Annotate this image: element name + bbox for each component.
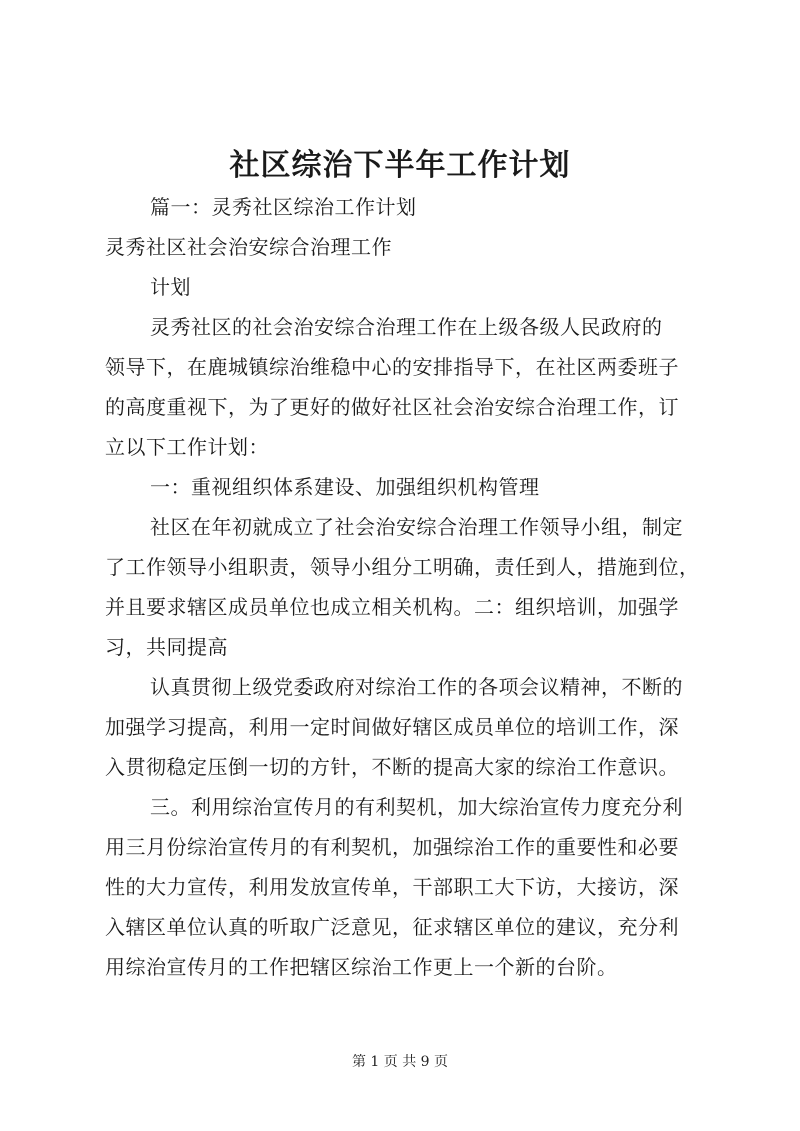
paragraph-line: 认真贯彻上级党委政府对综治工作的各项会议精神，不断的 bbox=[150, 675, 683, 699]
paragraph-line: 用综治宣传月的工作把辖区综治工作更上一个新的台阶。 bbox=[105, 955, 618, 979]
section-heading: 一：重视组织体系建设、加强组织机构管理 bbox=[150, 475, 540, 499]
paragraph-line: 计划 bbox=[150, 275, 191, 299]
paragraph-line: 用三月份综治宣传月的有利契机，加强综治工作的重要性和必要 bbox=[105, 835, 679, 859]
paragraph-line: 灵秀社区社会治安综合治理工作 bbox=[105, 235, 392, 259]
paragraph-line: 的高度重视下，为了更好的做好社区社会治安综合治理工作，订 bbox=[105, 395, 679, 419]
paragraph-line: 灵秀社区的社会治安综合治理工作在上级各级人民政府的 bbox=[150, 315, 663, 339]
paragraph-line: 三。利用综治宣传月的有利契机，加大综治宣传力度充分利 bbox=[150, 795, 683, 819]
paragraph-line: 立以下工作计划： bbox=[105, 435, 269, 459]
document-title: 社区综治下半年工作计划 bbox=[229, 148, 571, 183]
paragraph-line: 了工作领导小组职责，领导小组分工明确，责任到人，措施到位， bbox=[105, 555, 700, 579]
paragraph-line: 社区在年初就成立了社会治安综合治理工作领导小组，制定 bbox=[150, 515, 683, 539]
paragraph-line: 性的大力宣传，利用发放宣传单，干部职工大下访，大接访，深 bbox=[105, 875, 679, 899]
paragraph-line: 入辖区单位认真的听取广泛意见，征求辖区单位的建议，充分利 bbox=[105, 915, 679, 939]
paragraph-line: 领导下，在鹿城镇综治维稳中心的安排指导下，在社区两委班子 bbox=[105, 355, 679, 379]
page-number-footer: 第 1 页 共 9 页 bbox=[351, 1054, 449, 1070]
paragraph-line: 并且要求辖区成员单位也成立相关机构。二：组织培训，加强学 bbox=[105, 595, 679, 619]
paragraph-line: 习，共同提高 bbox=[105, 635, 228, 659]
paragraph-line: 加强学习提高，利用一定时间做好辖区成员单位的培训工作，深 bbox=[105, 715, 679, 739]
paragraph-line: 入贯彻稳定压倒一切的方针，不断的提高大家的综治工作意识。 bbox=[105, 755, 679, 779]
paragraph-line: 篇一：灵秀社区综治工作计划 bbox=[150, 195, 417, 219]
